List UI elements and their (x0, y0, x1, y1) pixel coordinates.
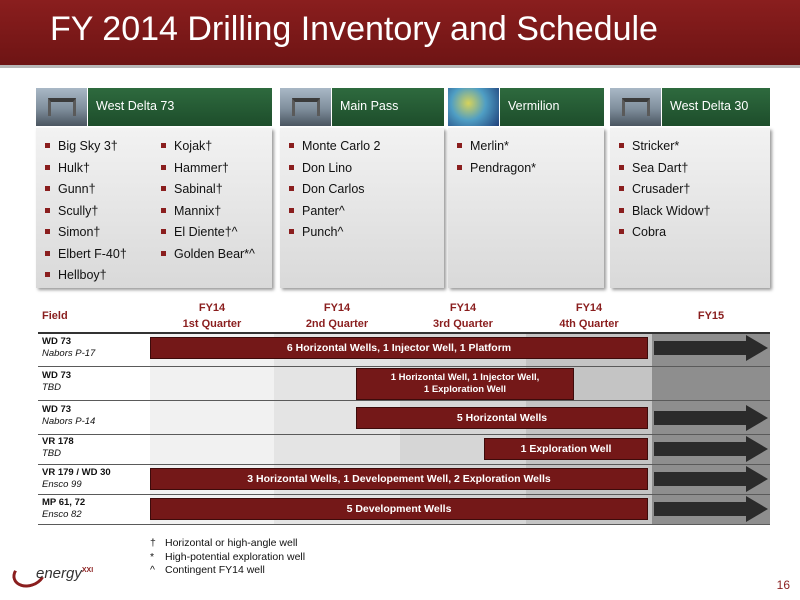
table-row-label: WD 73 Nabors P-17 (42, 336, 96, 359)
field-card-west-delta-73 (36, 88, 272, 288)
column-header-q4: FY14 4th Quarter (559, 302, 619, 330)
continuation-arrow-icon (652, 466, 770, 492)
list-item: Big Sky 3† (42, 138, 127, 160)
list-item: Panter^ (286, 203, 381, 225)
table-row-label: WD 73 TBD (42, 370, 72, 393)
title-bar (0, 0, 800, 68)
continuation-arrow-icon (652, 405, 770, 431)
seismic-photo-icon (448, 88, 500, 126)
card-title: West Delta 30 (670, 99, 749, 113)
column-header-q1: FY14 1st Quarter (182, 302, 242, 330)
column-header-q3: FY14 3rd Quarter (433, 302, 493, 330)
row-divider (38, 464, 770, 465)
schedule-bar: 5 Development Wells (150, 498, 648, 520)
list-item: Sabinal† (158, 181, 255, 203)
schedule-bar: 5 Horizontal Wells (356, 407, 648, 429)
list-item: Don Lino (286, 160, 381, 182)
card-body (610, 128, 770, 288)
drilling-schedule (38, 300, 770, 524)
field-card-main-pass (280, 88, 444, 288)
well-list (616, 138, 711, 246)
list-item: Black Widow† (616, 203, 711, 225)
list-item: Golden Bear*^ (158, 246, 255, 268)
schedule-bar: 1 Horizontal Well, 1 Injector Well, 1 Exploration Well (356, 368, 574, 400)
quarter-column-bg (150, 334, 274, 524)
well-list (454, 138, 536, 181)
card-title: Vermilion (508, 99, 560, 113)
footnote-legend (150, 537, 305, 578)
legend-item: * High-potential exploration well (150, 550, 306, 563)
row-divider (38, 434, 770, 435)
legend-item: † Horizontal or high-angle well (150, 537, 298, 549)
field-column-header: Field (42, 310, 68, 322)
table-row-label: VR 179 / WD 30 Ensco 99 (42, 467, 111, 490)
list-item: Don Carlos (286, 181, 381, 203)
list-item: Punch^ (286, 224, 381, 246)
well-list (158, 138, 255, 267)
list-item: Hulk† (42, 160, 127, 182)
column-header-fy15: FY15 (697, 310, 725, 322)
card-title: West Delta 73 (96, 99, 175, 113)
card-header (280, 88, 444, 126)
quarter-column-bg (400, 334, 526, 524)
table-row-label: MP 61, 72 Ensco 82 (42, 497, 86, 520)
list-item: Merlin* (454, 138, 536, 160)
list-item: Stricker* (616, 138, 711, 160)
list-item: Mannix† (158, 203, 255, 225)
card-body (448, 128, 604, 288)
legend-item: ^ Contingent FY14 well (150, 564, 265, 576)
continuation-arrow-icon (652, 436, 770, 462)
continuation-arrow-icon (652, 335, 770, 361)
card-title: Main Pass (340, 99, 399, 113)
list-item: El Diente†^ (158, 224, 255, 246)
schedule-bar: 3 Horizontal Wells, 1 Developement Well, 2 Exploration Wells (150, 468, 648, 490)
list-item: Elbert F-40† (42, 246, 127, 268)
schedule-bar: 6 Horizontal Wells, 1 Injector Well, 1 Platform (150, 337, 648, 359)
list-item: Kojak† (158, 138, 255, 160)
slide-title: FY 2014 Drilling Inventory and Schedule (50, 10, 658, 48)
quarter-column-bg (526, 334, 652, 524)
page-number: 16 (776, 578, 790, 592)
continuation-arrow-icon (652, 496, 770, 522)
schedule-bar: 1 Exploration Well (484, 438, 648, 460)
header-divider (38, 332, 770, 334)
platform-photo-icon (610, 88, 662, 126)
list-item: Crusader† (616, 181, 711, 203)
list-item: Cobra (616, 224, 711, 246)
energy-xxi-logo (8, 559, 128, 591)
list-item: Simon† (42, 224, 127, 246)
card-header (610, 88, 770, 126)
logo-text: energy$^{XXI}$ (36, 565, 94, 582)
row-divider (38, 524, 770, 525)
well-list (286, 138, 381, 246)
row-divider (38, 366, 770, 367)
row-divider (38, 400, 770, 401)
table-row-label: WD 73 Nabors P-14 (42, 404, 96, 427)
platform-photo-icon (280, 88, 332, 126)
table-row-label: VR 178 TBD (42, 436, 74, 459)
field-card-west-delta-30 (610, 88, 770, 288)
platform-photo-icon (36, 88, 88, 126)
list-item: Pendragon* (454, 160, 536, 182)
list-item: Sea Dart† (616, 160, 711, 182)
quarter-column-bg (274, 334, 400, 524)
list-item: Monte Carlo 2 (286, 138, 381, 160)
list-item: Hellboy† (42, 267, 127, 289)
list-item: Scully† (42, 203, 127, 225)
well-list (42, 138, 127, 289)
card-header (448, 88, 604, 126)
field-card-vermilion (448, 88, 604, 288)
list-item: Hammer† (158, 160, 255, 182)
card-body (280, 128, 444, 288)
card-body (36, 128, 272, 288)
card-header (36, 88, 272, 126)
row-divider (38, 494, 770, 495)
list-item: Gunn† (42, 181, 127, 203)
column-header-q2: FY14 2nd Quarter (305, 302, 369, 330)
